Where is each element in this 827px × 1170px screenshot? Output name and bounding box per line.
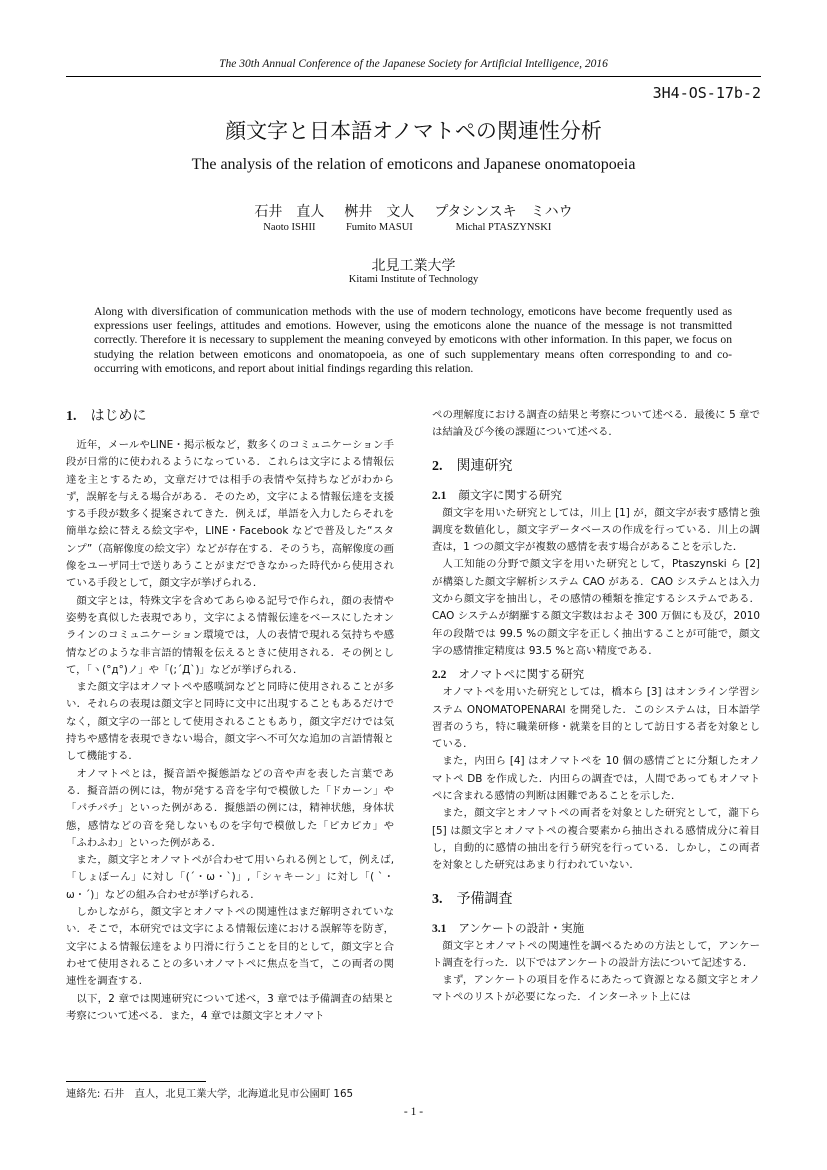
subsection-heading-2-2 bbox=[432, 666, 760, 684]
section-title: はじめに bbox=[90, 408, 147, 424]
paragraph: また，顔文字とオノマトペの両者を対象とした研究として，瀧下ら [5] は顔文字とオノマトペの複合要素から抽出される感情成分に着目し，自動的に感情の抽出を行う研究を行っている．しかし，この両者を対象とした研究はあまり行われていない． bbox=[432, 807, 760, 872]
subsection-heading-2-1 bbox=[432, 487, 760, 505]
header-rule bbox=[66, 76, 761, 77]
section-heading-3 bbox=[432, 889, 760, 910]
section-title: 関連研究 bbox=[456, 457, 513, 474]
subsection-title: アンケートの設計・実施 bbox=[458, 920, 585, 935]
section-heading-2 bbox=[432, 456, 760, 477]
subsection-number: 2.2 bbox=[432, 669, 447, 682]
paragraph: オノマトペとは，擬音語や擬態語などの音や声を表した言葉である．擬音語の例には，物が発する音を字句で模倣した「ドカーン」や「パチパチ」といった例がある．擬態語の例には，精神状態，身体状態，感情などの音を発しないものを字句で模倣した「ピカピカ」や「ふわふわ」といった例がある． bbox=[66, 767, 394, 849]
section-number: 1. bbox=[66, 409, 77, 424]
paragraph: また，内田ら [4] はオノマトペを 10 個の感情ごとに分類したオノマトペ DB を作成した．内田らの調査では，人間であってもオノマトペに含まれる感情の判断は困難であることを示した． bbox=[432, 755, 760, 803]
title-japanese: 顔文字と日本語オノマトペの関連性分析 bbox=[225, 119, 602, 143]
subsection-number: 2.1 bbox=[432, 489, 447, 502]
conference-header: The 30th Annual Conference of the Japanese Society for Artificial Intelligence, 2016 bbox=[219, 58, 608, 70]
paragraph: まず，アンケートの項目を作るにあたって資源となる顔文字とオノマトペのリストが必要になった．インターネット上には bbox=[432, 974, 760, 1004]
author-2 bbox=[344, 201, 414, 233]
author-name-ja: 石井 直人 bbox=[254, 204, 325, 220]
paragraph: 以下，2 章では関連研究について述べ，3 章では予備調査の結果と考察について述べる．また，4 章では顔文字とオノマト bbox=[66, 992, 394, 1022]
paragraph: しかしながら，顔文字とオノマトペの関連性はまだ解明されていない．そこで，本研究では文字による情報伝達における誤解等を防ぎ，文字による情報伝達をより円滑に行うことを目的として，顔文字と合わせて使用されることの多いオノマトペに焦点を当て，この両者の関連性を調査する． bbox=[66, 906, 394, 988]
author-name-en: Naoto ISHII bbox=[263, 222, 316, 233]
subsection-title: オノマトペに関する研究 bbox=[458, 667, 585, 682]
author-3 bbox=[434, 201, 572, 233]
left-column bbox=[66, 406, 394, 1025]
section-title: 予備調査 bbox=[456, 890, 513, 907]
subsection-number: 3.1 bbox=[432, 922, 447, 935]
paragraph: また顔文字はオノマトペや感嘆詞などと同時に使用されることが多い．それらの表現は顔文字と同時に文中に出現することもあるだけでなく，顔文字の一部として使用されることもあり，顔文字だけでは気持ちや感情を表現できない場合，顔文字へ不可欠な追加の言語情報として機能する． bbox=[66, 681, 394, 763]
author-name-ja: 桝井 文人 bbox=[344, 204, 415, 220]
paragraph: 顔文字とオノマトペの関連性を調べるための方法として，アンケート調査を行った．以下ではアンケートの設計方法について記述する． bbox=[432, 939, 760, 969]
author-name-en: Fumito MASUI bbox=[345, 222, 413, 233]
author-name-ja: プタシンスキ ミハウ bbox=[434, 204, 573, 220]
paragraph: 顔文字を用いた研究としては，川上 [1] が，顔文字が表す感情と強調度を数値化し，顔文字データベースの作成を行っている．川上の調査は，1 つの顔文字が複数の感情を表す場合があることを示した． bbox=[432, 506, 760, 554]
paragraph: 人工知能の分野で顔文字を用いた研究として，Ptaszynski ら [2] が構築した顔文字解析システム CAO がある．CAO システムとは入力文から顔文字を抽出し，その感情の種類を推定するシステムである．CAO システムが網羅する顔文字数はおよそ 300 万個にも及び，2010 年の段階では 99.5 %の顔文字を正しく抽出することが可能で，顔文字の感情推定精度は 93.5 %と高い精度である． bbox=[432, 558, 760, 657]
right-column bbox=[432, 407, 760, 1007]
author-list bbox=[0, 201, 827, 233]
section-number: 2. bbox=[432, 458, 443, 474]
section-number: 3. bbox=[432, 891, 443, 907]
affiliation-english: Kitami Institute of Technology bbox=[348, 274, 479, 285]
affiliation-japanese: 北見工業大学 bbox=[371, 258, 456, 274]
author-name-en: Michal PTASZYNSKI bbox=[455, 222, 552, 233]
paragraph: 顔文字とは，特殊文字を含めてあらゆる記号で作られ，顔の表情や姿勢を真似した表現であり，文字による情報伝達をベースにしたオンラインのコミュニケーション環境では，人の表情で現れる気持ちや感情などのような非言語的情報を伝えるときに使用される．その例として，「ヽ(°д°)ノ」や「(;´Д`)」などが挙げられる． bbox=[66, 594, 394, 676]
subsection-title: 顔文字に関する研究 bbox=[458, 487, 562, 502]
page-number: - 1 - bbox=[403, 1106, 424, 1118]
paragraph: オノマトペを用いた研究としては，橋本ら [3] はオンライン学習システム ONOMATOPENARAI を開発した．このシステムは，日本語学習者のうち，特に職業研修・就業を目的として訪日する者を対象としている． bbox=[432, 686, 760, 751]
paragraph: 近年，メールやLINE・掲示板など，数多くのコミュニケーション手段が日常的に使われるようになっている．これらは文字による情報伝達を主とするため，文章だけでは相手の表情や気持ちなどがわからず，誤解を与える場合がある．そのため，文字による情報伝達を支援する手段が数多く提案されてきた．例えば，単語を入力したらそれを簡単な絵に替える絵文字や，LINE・Facebook などで普及した“スタンプ”（高解像度の絵文字）などが存在する．そのうち，高解像度の画像をユーザ同士で送りあうことがまだできなかった時代から使用されている手段として，顔文字が挙げられる． bbox=[66, 439, 394, 590]
contact-footnote: 連絡先: 石井 直人，北見工業大学，北海道北見市公園町 165 bbox=[66, 1088, 354, 1100]
paragraph: また，顔文字とオノマトペが合わせて用いられる例として，例えば,「しょぼーん」に対し「(´・ω・`)」,「シャキーン」に対し「( `・ω・´)」などの組み合わせが挙げられる． bbox=[66, 854, 394, 901]
footnote-rule bbox=[66, 1081, 206, 1082]
subsection-heading-3-1 bbox=[432, 920, 760, 938]
abstract: Along with diversification of communication methods with the use of modern technology, emoticons have become frequently used as expressions user feelings, attitudes and emotions. However, using the emoticons alone the nuance of the message is not transmitted correctly. Therefore it is necessary to supplement the meaning conveyed by emoticons with other information. In this paper, we focus on studying the relation between emoticons and onomatopoeia, as one of such supplementary means often corresponding to and co-occurring with emoticons, and report about initial findings regarding this relation. bbox=[94, 305, 732, 375]
section-heading-1 bbox=[66, 406, 394, 427]
author-1 bbox=[254, 201, 324, 233]
title-english: The analysis of the relation of emoticons and Japanese onomatopoeia bbox=[191, 156, 636, 173]
paper-id: 3H4-OS-17b-2 bbox=[652, 84, 761, 102]
paragraph: ペの理解度における調査の結果と考察について述べる．最後に 5 章では結論及び今後の課題について述べる． bbox=[432, 409, 760, 439]
